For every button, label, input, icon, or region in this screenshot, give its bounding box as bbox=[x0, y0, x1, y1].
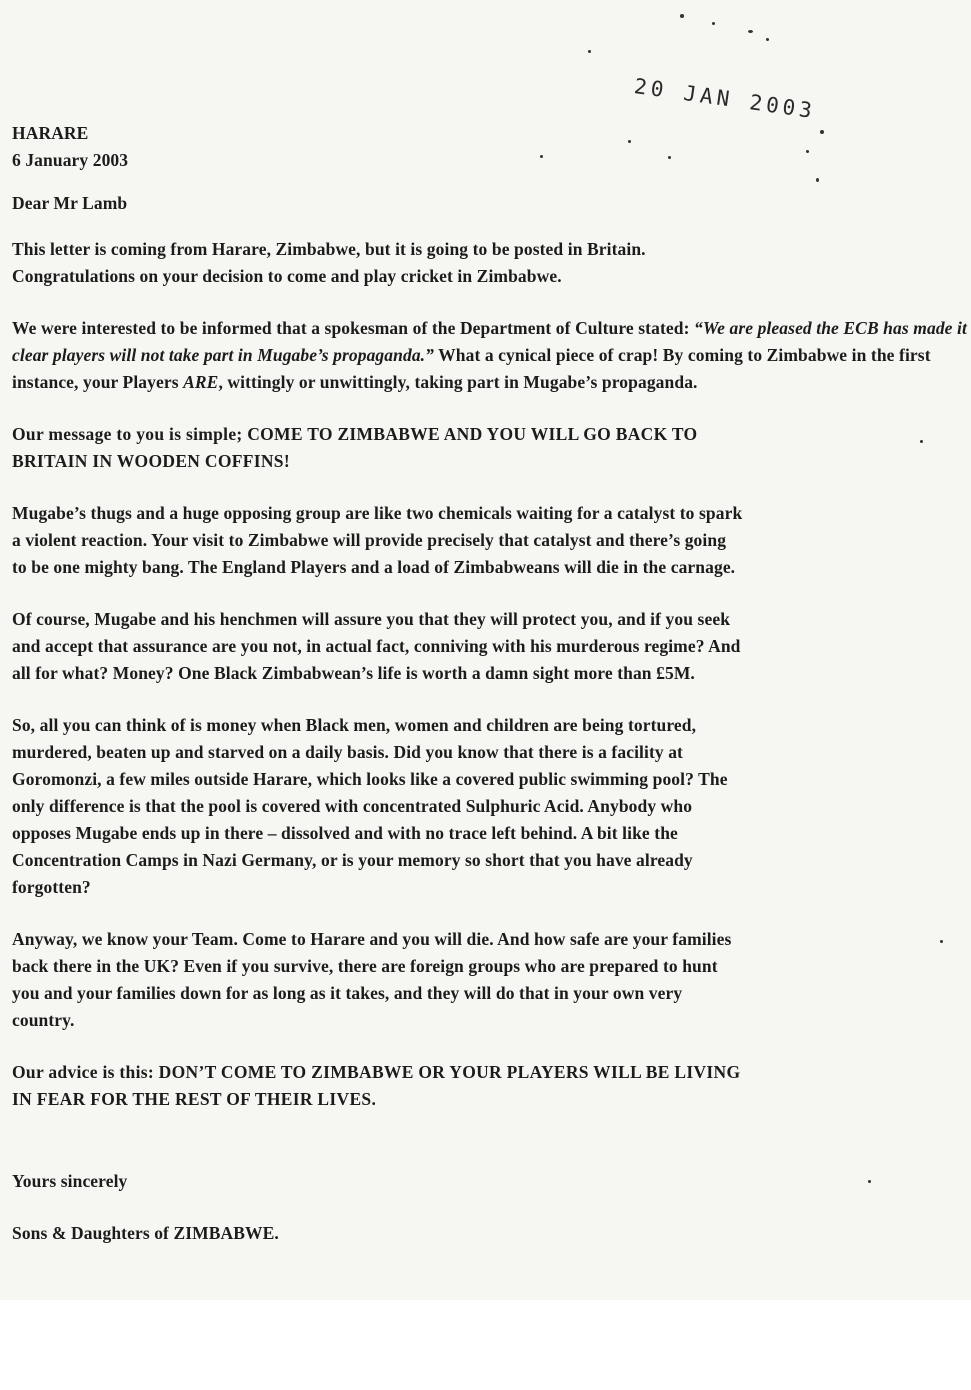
paragraph-catalyst: Mugabe’s thugs and a huge opposing group are like two chemicals waiting for a catalyst to spark a violent reaction. Your visit to Zimbabwe will provide precisely that catalyst and there’s going to be one mighty bang. The England Players and a load of Zimbabweans will die in the carnage. bbox=[12, 503, 743, 577]
letter-closing: Yours sincerely bbox=[12, 1171, 128, 1191]
emphasis-are: ARE bbox=[183, 372, 219, 392]
paragraph-propaganda-middle: What a cynical piece of crap! By coming to Zimbabwe in the first instance, your Players bbox=[12, 345, 931, 392]
paragraph-team: Anyway, we know your Team. Come to Harare and you will die. And how safe are your families back there in the UK? Even if you survive, there are foreign groups who are prepared to hunt you and your families down for as long as it takes, and they will do that in your own very country. bbox=[12, 929, 732, 1030]
paragraph-money: So, all you can think of is money when Black men, women and children are being tortured, murdered, beaten up and starved on a daily basis. Did you know that there is a facility at Goromonzi, a few miles outside Harare, which looks like a covered public swimming pool? The only difference is that the pool is covered with concentrated Sulphuric Acid. Anybody who opposes Mugabe ends up in there – dissolved and with no trace left behind. A bit like the Concentration Camps in Nazi Germany, or is your memory so short that you have already forgotten? bbox=[12, 715, 728, 897]
received-date-stamp: 20 JAN 2003 bbox=[632, 74, 818, 124]
photocopy-speck bbox=[680, 14, 684, 18]
letter-date: 6 January 2003 bbox=[12, 150, 129, 170]
paragraph-intro: This letter is coming from Harare, Zimbabwe, but it is going to be posted in Britain. Congratulations on your decision to come and play cricket in Zimbabwe. bbox=[12, 239, 646, 286]
paragraph-advice: Our advice is this: DON’T COME TO ZIMBABWE OR YOUR PLAYERS WILL BE LIVING IN FEAR FOR THE REST OF THEIR LIVES. bbox=[12, 1062, 741, 1109]
department-quote: “We are pleased the ECB has made it clear players will not take part in Mugabe’s propaganda.” bbox=[12, 318, 967, 365]
paragraph-propaganda-lead: We were interested to be informed that a spokesman of the Department of Culture stated: bbox=[12, 318, 694, 338]
photocopy-speck bbox=[766, 38, 769, 41]
letter-place-and-date bbox=[12, 120, 967, 174]
paragraph-message: Our message to you is simple; COME TO ZIMBABWE AND YOU WILL GO BACK TO BRITAIN IN WOODEN COFFINS! bbox=[12, 424, 698, 471]
bottom-margin bbox=[0, 1300, 971, 1390]
letter-place: HARARE bbox=[12, 123, 89, 143]
paragraph-assurance: Of course, Mugabe and his henchmen will assure you that they will protect you, and if you seek and accept that assurance are you not, in actual fact, conniving with his murderous regime? And all for what? Money? One Black Zimbabwean’s life is worth a damn sight more than £5M. bbox=[12, 609, 741, 683]
photocopy-speck bbox=[748, 30, 753, 33]
letter-salutation: Dear Mr Lamb bbox=[12, 193, 128, 213]
paragraph-propaganda-end: , wittingly or unwittingly, taking part in Mugabe’s propaganda. bbox=[218, 372, 698, 392]
letter-body bbox=[12, 120, 967, 1272]
letter-signature: Sons & Daughters of ZIMBABWE. bbox=[12, 1223, 279, 1243]
paragraph-propaganda bbox=[12, 315, 967, 396]
photocopy-speck bbox=[588, 50, 591, 53]
photocopy-speck bbox=[712, 22, 715, 25]
